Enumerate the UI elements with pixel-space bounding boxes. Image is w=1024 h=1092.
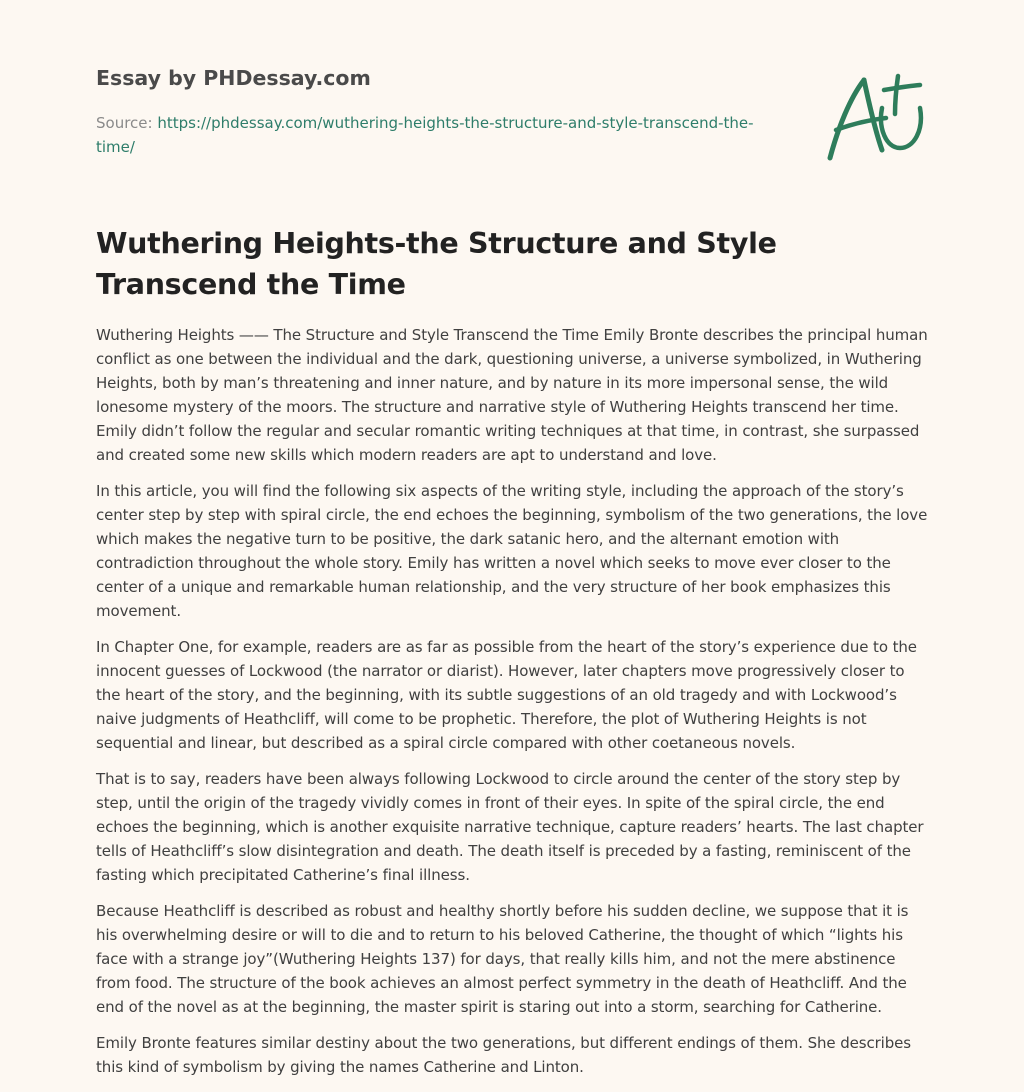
paragraph: Emily Bronte features similar destiny about the two generations, but different endings of them. She describes this kind of symbolism by giving the names Catherine and Linton.: [96, 1034, 912, 1076]
paragraph: In Chapter One, for example, readers are as far as possible from the heart of the story’s experience due to the innocent guesses of Lockwood (the narrator or diarist). However, later chapters move progressively closer to the heart of the story, and the beginning, with its subtle suggestions of an old tragedy and with Lockwood’s naive judgments of Heathcliff, will come to be prophetic. Therefore, the plot of Wuthering Heights is not sequential and linear, but described as a spiral circle compared with other coetaneous novels.: [96, 638, 917, 752]
source-label: Source:: [96, 114, 158, 132]
source-line: [96, 111, 756, 159]
paragraph: In this article, you will find the following six aspects of the writing style, including the approach of the story’s center step by step with spiral circle, the end echoes the beginning, symbolism of the two generations, the love which makes the negative turn to be positive, the dark satanic hero, and the alternant emotion with contradiction throughout the whole story. Emily has written a novel which seeks to move ever closer to the center of a unique and remarkable human relationship, and the very structure of her book emphasizes this movement.: [96, 482, 928, 620]
page-title: Wuthering Heights-the Structure and Style Transcend the Time: [96, 227, 777, 301]
paragraph: That is to say, readers have been always following Lockwood to circle around the center of the story step by step, until the origin of the tragedy vividly comes in front of their eyes. In spite of the spiral circle, the end echoes the beginning, which is another exquisite narrative technique, capture readers’ hearts. The last chapter tells of Heathcliff’s slow disintegration and death. The death itself is preceded by a fasting, reminiscent of the fasting which precipitated Catherine’s final illness.: [96, 770, 924, 884]
essay-body: [96, 323, 932, 1091]
paragraph: Because Heathcliff is described as robust and healthy shortly before his sudden decline, we suppose that it is his overwhelming desire or will to die and to return to his beloved Catherine, the thought of which “lights his face with a strange joy”(Wuthering Heights 137) for days, that really kills him, and not the mere abstinence from food. The structure of the book achieves an almost perfect symmetry in the death of Heathcliff. And the end of the novel as at the beginning, the master spirit is staring out into a storm, searching for Catherine.: [96, 902, 909, 1016]
paragraph: Wuthering Heights —— The Structure and Style Transcend the Time Emily Bronte describes the principal human conflict as one between the individual and the dark, questioning universe, a universe symbolized, in Wuthering Heights, both by man’s threatening and inner nature, and by nature in its more impersonal sense, the wild lonesome mystery of the moors. The structure and narrative style of Wuthering Heights transcend her time. Emily didn’t follow the regular and secular romantic writing techniques at that time, in contrast, she surpassed and created some new skills which modern readers are apt to understand and love.: [96, 326, 928, 464]
a-plus-grade-icon: [820, 68, 930, 168]
source-link[interactable]: https://phdessay.com/wuthering-heights-the-structure-and-style-transcend-the-time/: [96, 114, 754, 156]
page-header: [96, 64, 796, 159]
site-brand: Essay by PHDessay.com: [96, 66, 371, 90]
